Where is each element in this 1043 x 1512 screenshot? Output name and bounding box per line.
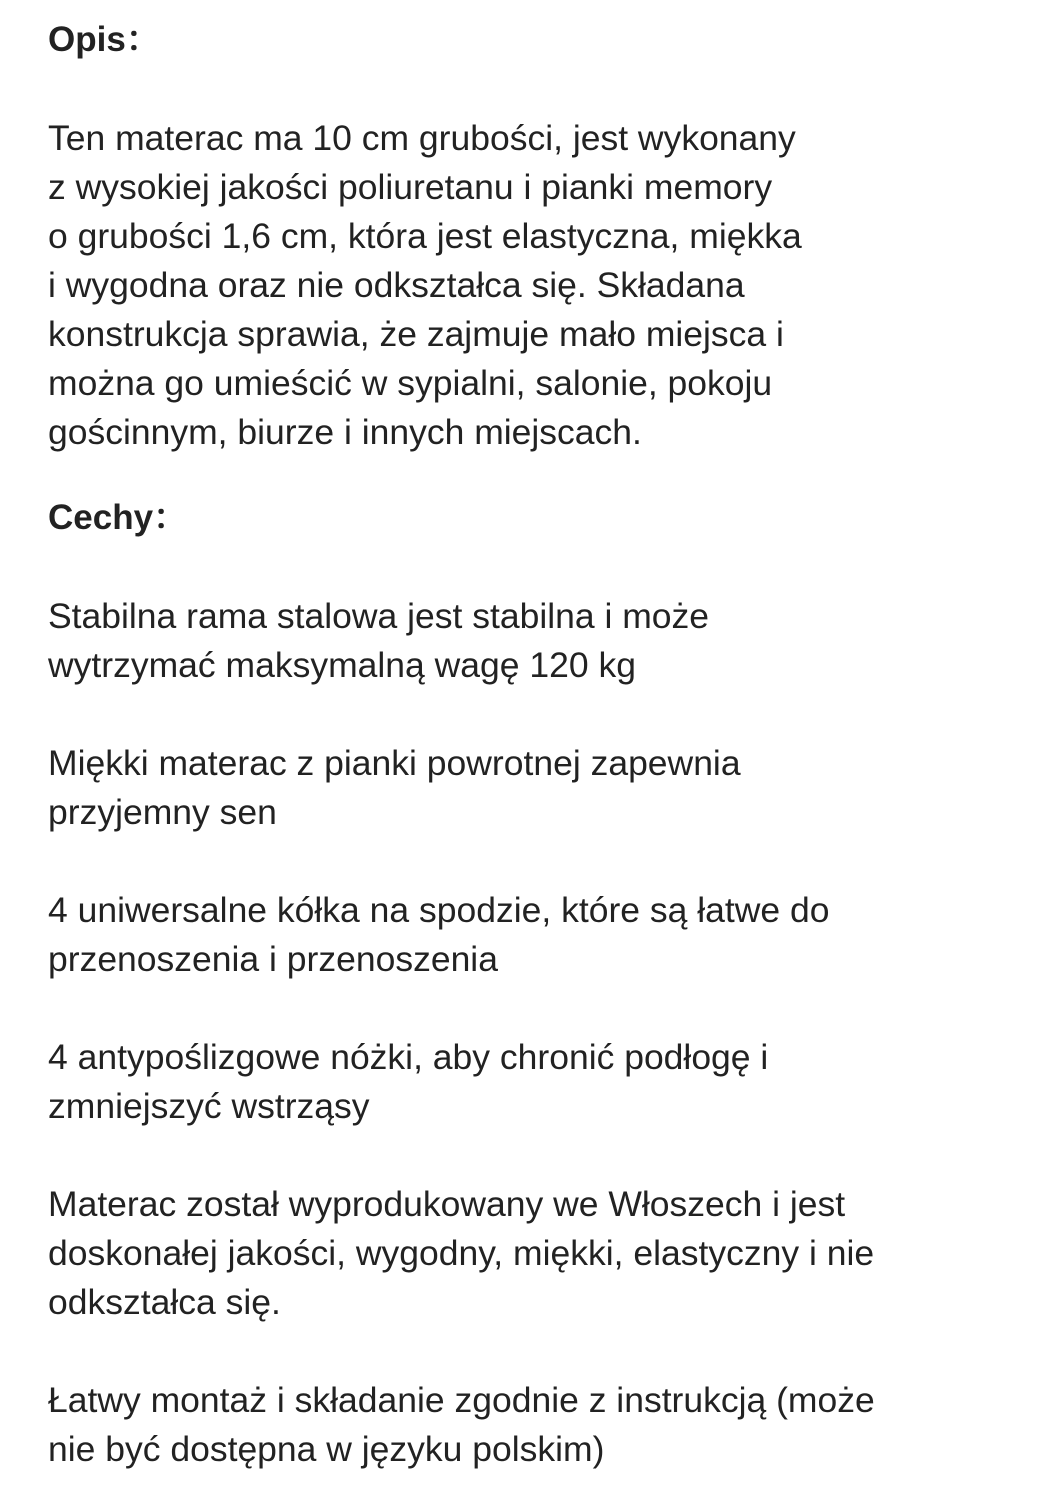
feature-line: Łatwy montaż i składanie zgodnie z instrukcją (może xyxy=(48,1380,875,1420)
feature-line: Materac został wyprodukowany we Włoszech i jest xyxy=(48,1184,846,1224)
feature-item-foam-mattress xyxy=(48,739,741,837)
feature-line: 4 antypoślizgowe nóżki, aby chronić podłogę i xyxy=(48,1037,769,1077)
feature-line: przenoszenia i przenoszenia xyxy=(48,939,498,979)
feature-line: nie być dostępna w języku polskim) xyxy=(48,1429,605,1469)
description-line: i wygodna oraz nie odkształca się. Składana xyxy=(48,265,745,305)
features-heading: Cechy： xyxy=(48,498,189,537)
feature-line: przyjemny sen xyxy=(48,792,277,832)
description-line: można go umieścić w sypialni, salonie, pokoju xyxy=(48,363,773,403)
feature-line: Stabilna rama stalowa jest stabilna i może xyxy=(48,596,710,636)
feature-line: 4 uniwersalne kółka na spodzie, które są łatwe do xyxy=(48,890,830,930)
description-line: Ten materac ma 10 cm grubości, jest wykonany xyxy=(48,118,796,158)
description-paragraph xyxy=(48,114,802,457)
description-line: konstrukcja sprawia, że zajmuje mało miejsca i xyxy=(48,314,784,354)
feature-line: zmniejszyć wstrząsy xyxy=(48,1086,370,1126)
feature-line: odkształca się. xyxy=(48,1282,281,1322)
feature-item-easy-assembly xyxy=(48,1376,875,1474)
feature-item-anti-slip-feet xyxy=(48,1033,768,1131)
description-line: z wysokiej jakości poliuretanu i pianki memory xyxy=(48,167,773,207)
description-heading: Opis： xyxy=(48,20,161,59)
feature-line: doskonałej jakości, wygodny, miękki, elastyczny i nie xyxy=(48,1233,875,1273)
feature-item-steel-frame xyxy=(48,592,709,690)
description-line: o grubości 1,6 cm, która jest elastyczna, miękka xyxy=(48,216,802,256)
feature-item-wheels xyxy=(48,886,829,984)
feature-line: Miękki materac z pianki powrotnej zapewnia xyxy=(48,743,741,783)
description-line: gościnnym, biurze i innych miejscach. xyxy=(48,412,642,452)
feature-item-made-in-italy xyxy=(48,1180,874,1327)
feature-line: wytrzymać maksymalną wagę 120 kg xyxy=(48,645,636,685)
